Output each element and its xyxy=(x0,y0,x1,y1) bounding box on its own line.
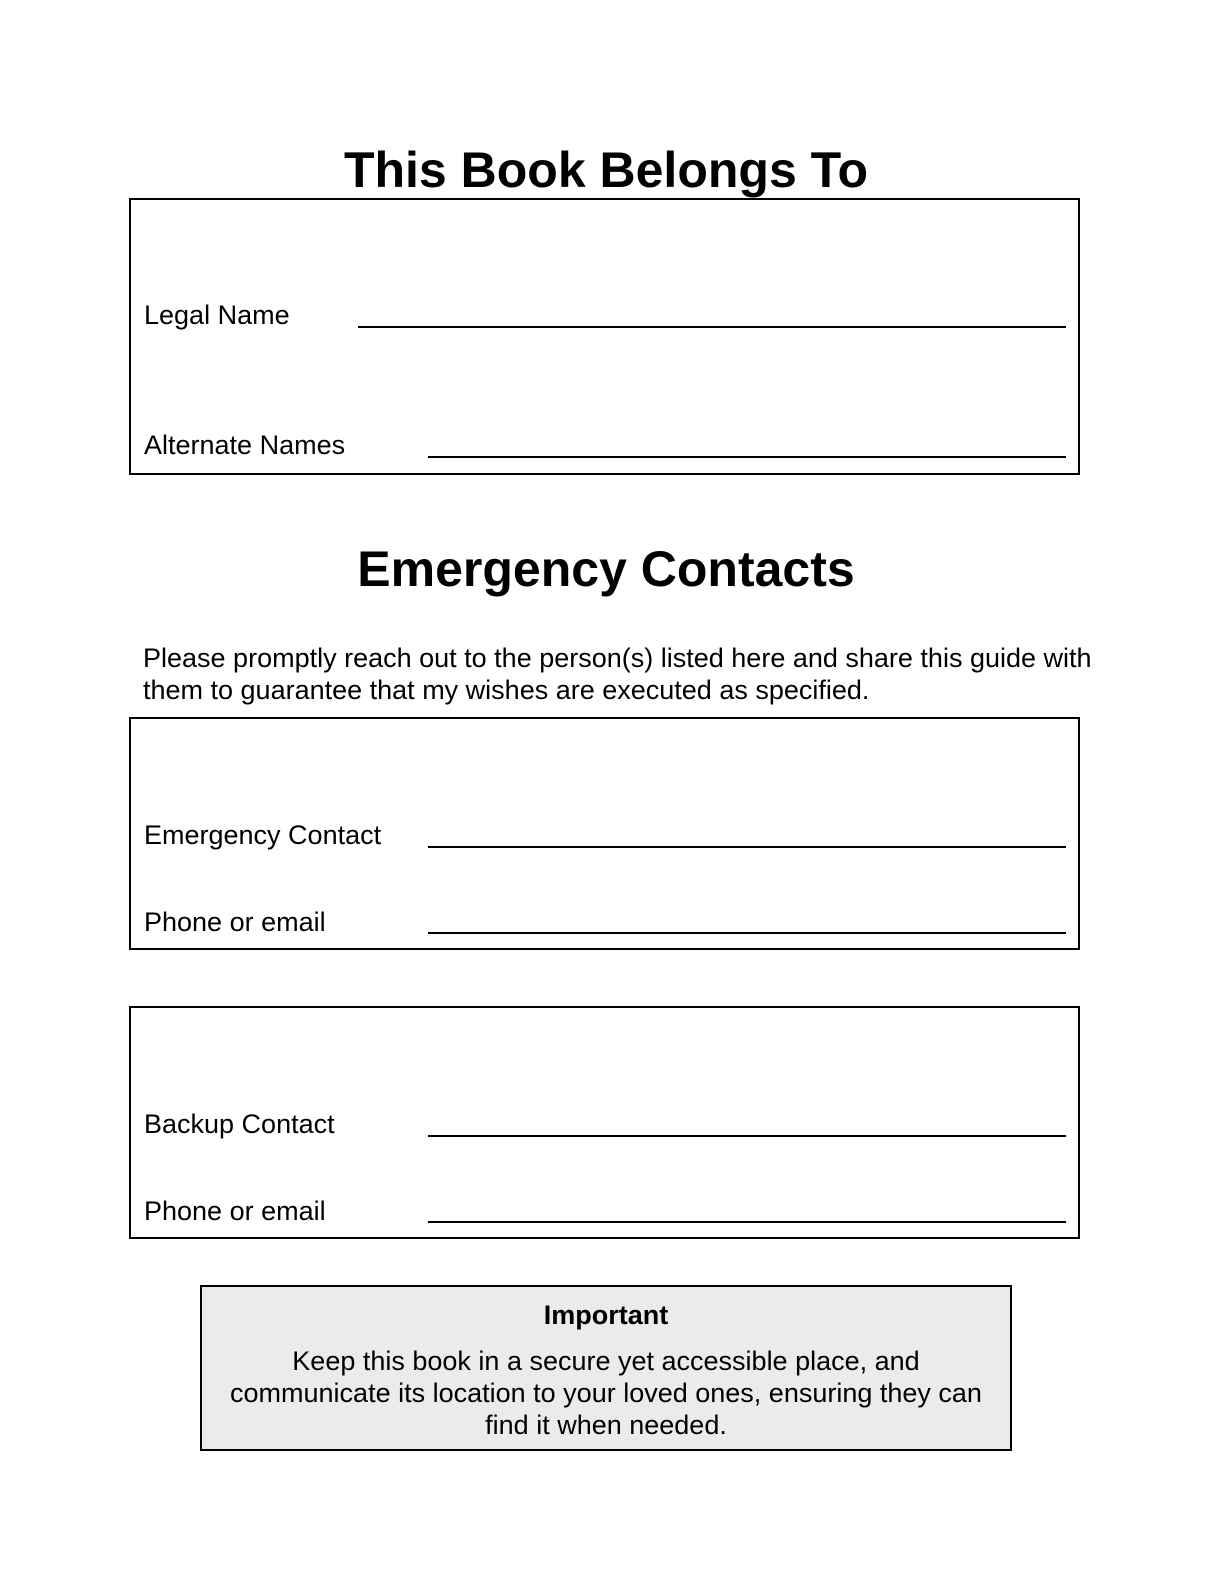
backup-phone-email-label: Phone or email xyxy=(144,1196,326,1226)
owner-box xyxy=(129,198,1080,475)
backup-contact-box xyxy=(129,1006,1080,1239)
important-notice-body: Keep this book in a secure yet accessible place, and communicate its location to your loved ones, ensuring they can find it when needed. xyxy=(230,1346,982,1440)
important-notice xyxy=(200,1285,1012,1451)
primary-contact-box xyxy=(129,717,1080,950)
legal-name-field[interactable] xyxy=(358,326,1066,328)
important-notice-title: Important xyxy=(543,1300,669,1330)
contacts-section-title: Emergency Contacts xyxy=(357,541,855,597)
owner-section-title: This Book Belongs To xyxy=(343,142,869,198)
primary-phone-email-label: Phone or email xyxy=(144,907,326,937)
emergency-contact-label: Emergency Contact xyxy=(144,820,382,850)
emergency-contact-field[interactable] xyxy=(428,846,1066,848)
alternate-names-field[interactable] xyxy=(428,456,1066,458)
backup-contact-label: Backup Contact xyxy=(144,1109,335,1139)
legal-name-label: Legal Name xyxy=(144,300,290,330)
primary-phone-email-field[interactable] xyxy=(428,932,1066,934)
backup-phone-email-field[interactable] xyxy=(428,1221,1066,1223)
contacts-intro-text: Please promptly reach out to the person(s) listed here and share this guide with them to guarantee that my wishes are executed as specified. xyxy=(143,643,1092,705)
alternate-names-label: Alternate Names xyxy=(144,430,346,460)
backup-contact-field[interactable] xyxy=(428,1135,1066,1137)
